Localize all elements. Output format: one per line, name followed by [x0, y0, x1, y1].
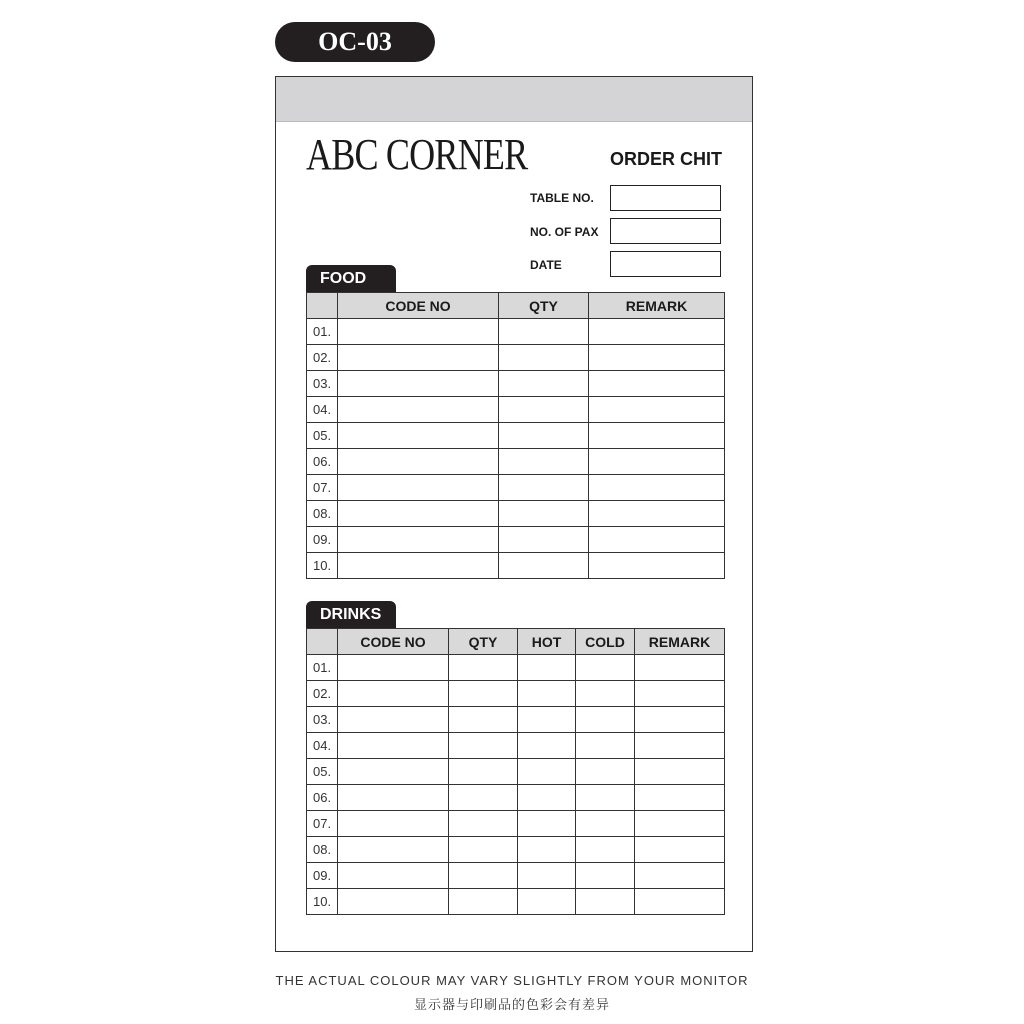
entry-cell[interactable]: [635, 785, 725, 811]
row-number: 10.: [307, 889, 338, 915]
entry-cell[interactable]: [576, 837, 635, 863]
entry-cell[interactable]: [589, 449, 725, 475]
entry-cell[interactable]: [449, 889, 518, 915]
entry-cell[interactable]: [449, 785, 518, 811]
row-number: 01.: [307, 655, 338, 681]
entry-cell[interactable]: [338, 345, 499, 371]
entry-cell[interactable]: [518, 785, 576, 811]
table-row: [307, 371, 725, 397]
drinks-table: [306, 628, 725, 915]
entry-cell[interactable]: [449, 811, 518, 837]
entry-cell[interactable]: [338, 449, 499, 475]
row-number: 06.: [307, 785, 338, 811]
entry-cell[interactable]: [576, 707, 635, 733]
entry-cell[interactable]: [589, 553, 725, 579]
entry-cell[interactable]: [338, 371, 499, 397]
entry-cell[interactable]: [635, 707, 725, 733]
entry-cell[interactable]: [635, 733, 725, 759]
row-number: 01.: [307, 319, 338, 345]
entry-cell[interactable]: [338, 707, 449, 733]
entry-cell[interactable]: [338, 501, 499, 527]
table-row: [307, 397, 725, 423]
entry-cell[interactable]: [576, 655, 635, 681]
entry-cell[interactable]: [635, 889, 725, 915]
entry-cell[interactable]: [589, 397, 725, 423]
entry-cell[interactable]: [518, 733, 576, 759]
row-number: 03.: [307, 707, 338, 733]
table-row: [307, 475, 725, 501]
entry-cell[interactable]: [576, 863, 635, 889]
entry-cell[interactable]: [635, 837, 725, 863]
entry-cell[interactable]: [576, 681, 635, 707]
table-row: [307, 681, 725, 707]
row-number: 05.: [307, 423, 338, 449]
entry-cell[interactable]: [338, 655, 449, 681]
row-number: 05.: [307, 759, 338, 785]
entry-cell[interactable]: [518, 759, 576, 785]
entry-cell[interactable]: [338, 681, 449, 707]
entry-cell[interactable]: [576, 733, 635, 759]
entry-cell[interactable]: [499, 319, 589, 345]
food-col-header: REMARK: [589, 293, 725, 319]
row-number: 07.: [307, 811, 338, 837]
entry-cell[interactable]: [518, 811, 576, 837]
entry-cell[interactable]: [589, 319, 725, 345]
table-row: [307, 501, 725, 527]
table-row: [307, 759, 725, 785]
table-row: [307, 811, 725, 837]
entry-cell[interactable]: [338, 837, 449, 863]
entry-cell[interactable]: [499, 501, 589, 527]
food-col-header: CODE NO: [338, 293, 499, 319]
row-number: 08.: [307, 501, 338, 527]
row-number: 04.: [307, 733, 338, 759]
food-col-header: QTY: [499, 293, 589, 319]
entry-cell[interactable]: [499, 449, 589, 475]
entry-cell[interactable]: [589, 475, 725, 501]
entry-cell[interactable]: [449, 681, 518, 707]
row-number: 03.: [307, 371, 338, 397]
entry-cell[interactable]: [338, 397, 499, 423]
colour-disclaimer-cn: 显示器与印刷品的色彩会有差异: [413, 997, 610, 1012]
entry-cell[interactable]: [338, 423, 499, 449]
entry-cell[interactable]: [338, 733, 449, 759]
entry-cell[interactable]: [449, 837, 518, 863]
entry-cell[interactable]: [635, 681, 725, 707]
drinks-col-header: REMARK: [635, 629, 725, 655]
entry-cell[interactable]: [518, 681, 576, 707]
row-number: 09.: [307, 527, 338, 553]
entry-cell[interactable]: [499, 397, 589, 423]
entry-cell[interactable]: [338, 527, 499, 553]
table-row: [307, 527, 725, 553]
document-title: ORDER CHIT: [610, 149, 722, 169]
row-number: 06.: [307, 449, 338, 475]
entry-cell[interactable]: [338, 811, 449, 837]
entry-cell[interactable]: [449, 707, 518, 733]
row-number: 08.: [307, 837, 338, 863]
entry-cell[interactable]: [338, 553, 499, 579]
row-number: 02.: [307, 681, 338, 707]
drinks-section-tab: DRINKS: [306, 601, 396, 628]
row-number: 02.: [307, 345, 338, 371]
entry-cell[interactable]: [635, 655, 725, 681]
entry-cell[interactable]: [338, 759, 449, 785]
entry-cell[interactable]: [499, 475, 589, 501]
entry-cell[interactable]: [449, 863, 518, 889]
table-row: [307, 707, 725, 733]
entry-cell[interactable]: [589, 423, 725, 449]
pax-label: NO. OF PAX: [530, 225, 599, 239]
entry-cell[interactable]: [576, 759, 635, 785]
entry-cell[interactable]: [635, 811, 725, 837]
entry-cell[interactable]: [449, 733, 518, 759]
entry-cell[interactable]: [338, 319, 499, 345]
row-number: 04.: [307, 397, 338, 423]
entry-cell[interactable]: [499, 553, 589, 579]
drinks-col-header: HOT: [518, 629, 576, 655]
entry-cell[interactable]: [518, 889, 576, 915]
entry-cell[interactable]: [589, 345, 725, 371]
header-band: [276, 77, 752, 122]
entry-cell[interactable]: [518, 707, 576, 733]
drinks-col-header: CODE NO: [338, 629, 449, 655]
entry-cell[interactable]: [576, 889, 635, 915]
row-number: 07.: [307, 475, 338, 501]
table-row: [307, 553, 725, 579]
brand-name: ABC CORNER: [306, 130, 528, 179]
table-row: [307, 655, 725, 681]
drinks-col-header: COLD: [576, 629, 635, 655]
table-no-field[interactable]: [610, 185, 721, 211]
entry-cell[interactable]: [576, 811, 635, 837]
food-table: [306, 292, 725, 579]
entry-cell[interactable]: [449, 759, 518, 785]
entry-cell[interactable]: [449, 655, 518, 681]
drinks-col-header: [307, 629, 338, 655]
entry-cell[interactable]: [338, 475, 499, 501]
food-section-tab: FOOD: [306, 265, 396, 292]
entry-cell[interactable]: [589, 527, 725, 553]
colour-disclaimer-en: THE ACTUAL COLOUR MAY VARY SLIGHTLY FROM YOUR MONITOR: [275, 973, 749, 988]
date-label: DATE: [530, 258, 562, 272]
table-row: [307, 863, 725, 889]
table-row: [307, 423, 725, 449]
entry-cell[interactable]: [589, 501, 725, 527]
entry-cell[interactable]: [635, 863, 725, 889]
entry-cell[interactable]: [499, 527, 589, 553]
drinks-col-header: QTY: [449, 629, 518, 655]
order-chit-sheet: [275, 76, 753, 952]
table-no-label: TABLE NO.: [530, 191, 594, 205]
table-row: [307, 837, 725, 863]
table-row: [307, 889, 725, 915]
product-code-badge: OC-03: [275, 22, 435, 62]
entry-cell[interactable]: [589, 371, 725, 397]
table-row: [307, 319, 725, 345]
entry-cell[interactable]: [499, 345, 589, 371]
entry-cell[interactable]: [518, 655, 576, 681]
entry-cell[interactable]: [338, 863, 449, 889]
entry-cell[interactable]: [518, 837, 576, 863]
entry-cell[interactable]: [338, 889, 449, 915]
entry-cell[interactable]: [338, 785, 449, 811]
date-field[interactable]: [610, 251, 721, 277]
entry-cell[interactable]: [499, 371, 589, 397]
pax-field[interactable]: [610, 218, 721, 244]
entry-cell[interactable]: [499, 423, 589, 449]
entry-cell[interactable]: [576, 785, 635, 811]
entry-cell[interactable]: [635, 759, 725, 785]
food-col-header: [307, 293, 338, 319]
table-row: [307, 345, 725, 371]
row-number: 10.: [307, 553, 338, 579]
table-row: [307, 733, 725, 759]
table-row: [307, 449, 725, 475]
entry-cell[interactable]: [518, 863, 576, 889]
row-number: 09.: [307, 863, 338, 889]
table-row: [307, 785, 725, 811]
